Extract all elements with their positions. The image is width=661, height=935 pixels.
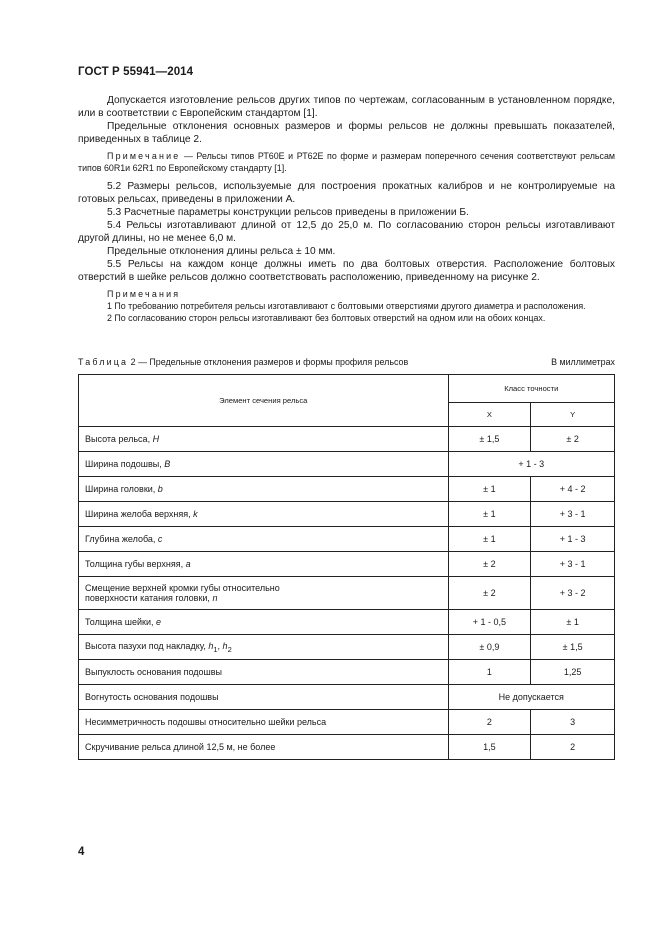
cell-x: 1 — [448, 660, 531, 685]
cell-y: + 3 - 1 — [531, 502, 615, 527]
row-symbol: a — [185, 559, 191, 569]
row-label: Несимметричность подошвы относительно шейки рельса — [85, 717, 327, 727]
cell-element — [79, 660, 449, 685]
table-row — [79, 427, 615, 452]
cell-element — [79, 735, 449, 760]
cell-x: ± 2 — [448, 577, 531, 610]
table-row — [79, 552, 615, 577]
cell-y: ± 1,5 — [531, 635, 615, 660]
table-row — [79, 502, 615, 527]
cell-y: ± 2 — [531, 427, 615, 452]
row-symbol: n — [212, 593, 218, 603]
page-number: 4 — [78, 846, 85, 858]
cell-x: ± 1 — [448, 527, 531, 552]
note-label: Примечание — [107, 151, 181, 162]
cell-y: + 3 - 1 — [531, 552, 615, 577]
cell-element — [79, 610, 449, 635]
table-title-text: 2 — Предельные отклонения размеров и формы профиля рельсов — [128, 357, 409, 367]
note-text: — Рельсы типов РТ60Е и РТ62Е по форме и размерам поперечного сечения соответствуют рельсам типов 60R1и 62R1 по Европейскому стандарту [1]. — [78, 151, 615, 173]
row-separator: , — [217, 640, 223, 651]
cell-element — [79, 710, 449, 735]
row-label: Вогнутость основания подошвы — [85, 692, 219, 702]
cell-x: ± 1 — [448, 502, 531, 527]
table-title — [78, 357, 408, 367]
row-label: Высота рельса, — [85, 434, 153, 444]
cell-xy: + 1 - 3 — [448, 452, 614, 477]
column-header-element: Элемент сечения рельса — [79, 375, 449, 427]
row-symbol: B — [164, 459, 171, 469]
body-text — [78, 94, 615, 324]
cell-element — [79, 477, 449, 502]
paragraph: Предельные отклонения основных размеров и формы рельсов не должны превышать показателей, приведенных в таблице 2. — [78, 121, 615, 146]
row-symbol: h — [208, 640, 214, 651]
paragraph: Допускается изготовление рельсов других типов по чертежам, согласованным в установленном порядке, или в соответствии с Европейским стандартом [1]. — [78, 95, 615, 120]
cell-element — [79, 502, 449, 527]
cell-x: + 1 - 0,5 — [448, 610, 531, 635]
cell-element — [79, 635, 449, 660]
table-row — [79, 527, 615, 552]
cell-element — [79, 577, 449, 610]
table-row — [79, 635, 615, 660]
cell-y: 1,25 — [531, 660, 615, 685]
paragraph: 5.2 Размеры рельсов, используемые для построения прокатных калибров и не контролируемые на готовых рельсах, приведены в приложении А. — [78, 180, 615, 205]
row-label: Толщина губы верхняя, — [85, 559, 186, 569]
cell-element — [79, 685, 449, 710]
cell-x: ± 0,9 — [448, 635, 531, 660]
row-label: Выпуклость основания подошвы — [85, 667, 222, 677]
row-symbol: c — [157, 534, 163, 544]
row-label: Смещение верхней кромки губы относительно — [85, 583, 280, 593]
cell-y: 2 — [531, 735, 615, 760]
cell-element — [79, 427, 449, 452]
notes-heading — [78, 289, 615, 301]
row-label: Скручивание рельса длиной 12,5 м, не более — [85, 742, 276, 752]
tolerance-table — [78, 374, 615, 760]
column-header-y: Y — [531, 403, 615, 427]
table-row — [79, 477, 615, 502]
cell-x: ± 1,5 — [448, 427, 531, 452]
table-row — [79, 685, 615, 710]
table-row — [79, 577, 615, 610]
row-label: Глубина желоба, — [85, 534, 158, 544]
table-row — [79, 610, 615, 635]
notes-label: Примечания — [107, 289, 181, 300]
row-label: Ширина головки, — [85, 484, 158, 494]
table-header-row — [79, 375, 615, 403]
note: 1 По требованию потребителя рельсы изготавливают с болтовыми отверстиями другого диаметра и расположения. — [107, 300, 586, 311]
cell-element — [79, 552, 449, 577]
paragraph: 5.5 Рельсы на каждом конце должны иметь по два болтовых отверстия. Расположение болтовых отверстий в шейке рельсов должно соответствовать расположению, приведенному на рисунке 2. — [78, 259, 615, 284]
row-subscript: 2 — [227, 644, 232, 654]
paragraph: Предельные отклонения длины рельса ± 10 мм. — [107, 246, 336, 258]
column-header-class: Класс точности — [448, 375, 614, 403]
row-subscript: 1 — [213, 644, 218, 654]
table-row — [79, 452, 615, 477]
cell-element — [79, 452, 449, 477]
table-row — [79, 660, 615, 685]
row-label: поверхности катания головки, — [85, 593, 213, 603]
cell-x: 2 — [448, 710, 531, 735]
row-symbol: k — [193, 509, 198, 519]
row-label: Ширина подошвы, — [85, 459, 165, 469]
note — [78, 151, 615, 174]
document-header: ГОСТ Р 55941—2014 — [78, 66, 194, 78]
row-label: Высота пазухи под накладку, — [85, 640, 209, 651]
cell-y: + 3 - 2 — [531, 577, 615, 610]
cell-y: + 4 - 2 — [531, 477, 615, 502]
cell-xy: Не допускается — [448, 685, 614, 710]
row-symbol: e — [155, 617, 161, 627]
table-caption — [78, 357, 615, 367]
row-symbol: b — [157, 484, 163, 494]
table-row — [79, 710, 615, 735]
cell-x: 1,5 — [448, 735, 531, 760]
cell-y: ± 1 — [531, 610, 615, 635]
row-symbol: h — [222, 640, 228, 651]
cell-y: + 1 - 3 — [531, 527, 615, 552]
paragraph: 5.3 Расчетные параметры конструкции рельсов приведены в приложении Б. — [107, 206, 469, 218]
table-label: Таблица — [78, 357, 129, 367]
row-label: Ширина желоба верхняя, — [85, 509, 194, 519]
table-row — [79, 735, 615, 760]
cell-x: ± 2 — [448, 552, 531, 577]
cell-x: ± 1 — [448, 477, 531, 502]
paragraph: 5.4 Рельсы изготавливают длиной от 12,5 до 25,0 м. По согласованию сторон рельсы изготавливают другой длины, но не менее 6,0 м. — [78, 219, 615, 244]
table-units: В миллиметрах — [551, 357, 615, 367]
cell-element — [79, 527, 449, 552]
row-label: Толщина шейки, — [85, 617, 156, 627]
column-header-x: X — [448, 403, 531, 427]
row-symbol: H — [152, 434, 160, 444]
cell-y: 3 — [531, 710, 615, 735]
note: 2 По согласованию сторон рельсы изготавливают без болтовых отверстий на одном или на обоих концах. — [107, 312, 546, 323]
